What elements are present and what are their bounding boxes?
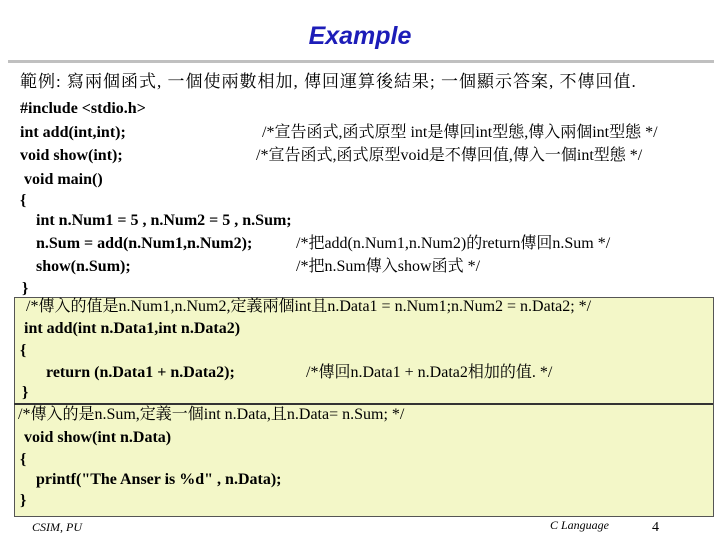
code-add-note: /*傳入的值是n.Num1,n.Num2,定義兩個int且n.Data1 = n.Num1;n.Num2 = n.Data2; */: [26, 298, 592, 315]
footer-author: CSIM, PU: [32, 520, 82, 534]
code-main-close-brace: }: [22, 280, 29, 297]
code-show-close-brace: }: [20, 492, 27, 509]
code-main-call-add-comment: /*把add(n.Num1,n.Num2)的return傳回n.Sum */: [296, 235, 611, 252]
code-show-open-brace: {: [20, 451, 27, 468]
title-underline: [8, 60, 714, 63]
code-show-signature: void show(int n.Data): [24, 429, 172, 446]
code-decl-show: void show(int);: [20, 147, 123, 164]
intro-text: 範例: 寫兩個函式, 一個使兩數相加, 傳回運算後結果; 一個顯示答案, 不傳回值.: [20, 72, 637, 91]
slide-title: Example: [308, 22, 412, 50]
code-decl-add-comment: /*宣告函式,函式原型 int是傳回int型態,傳入兩個int型態 */: [262, 124, 658, 141]
code-main-call-show: show(n.Sum);: [36, 258, 131, 275]
code-main-call-show-comment: /*把n.Sum傳入show函式 */: [296, 258, 481, 275]
code-main-open-brace: {: [20, 192, 27, 209]
code-main-signature: void main(): [24, 171, 103, 188]
code-include: #include <stdio.h>: [20, 100, 146, 117]
code-main-declaration: int n.Num1 = 5 , n.Num2 = 5 , n.Sum;: [36, 212, 292, 229]
code-add-signature: int add(int n.Data1,int n.Data2): [24, 320, 241, 337]
code-add-close-brace: }: [22, 384, 29, 401]
code-add-open-brace: {: [20, 342, 27, 359]
page-number: 4: [652, 520, 659, 535]
code-add-return-comment: /*傳回n.Data1 + n.Data2相加的值. */: [306, 364, 553, 381]
code-add-return: return (n.Data1 + n.Data2);: [46, 364, 235, 381]
code-show-note: /*傳入的是n.Sum,定義一個int n.Data,且n.Data= n.Sum; */: [18, 406, 405, 423]
code-decl-add: int add(int,int);: [20, 124, 126, 141]
code-show-printf: printf("The Anser is %d" , n.Data);: [36, 471, 282, 488]
code-decl-show-comment: /*宣告函式,函式原型void是不傳回值,傳入一個int型態 */: [256, 147, 643, 164]
code-main-call-add: n.Sum = add(n.Num1,n.Num2);: [36, 235, 253, 252]
footer-course: C Language: [550, 518, 610, 532]
